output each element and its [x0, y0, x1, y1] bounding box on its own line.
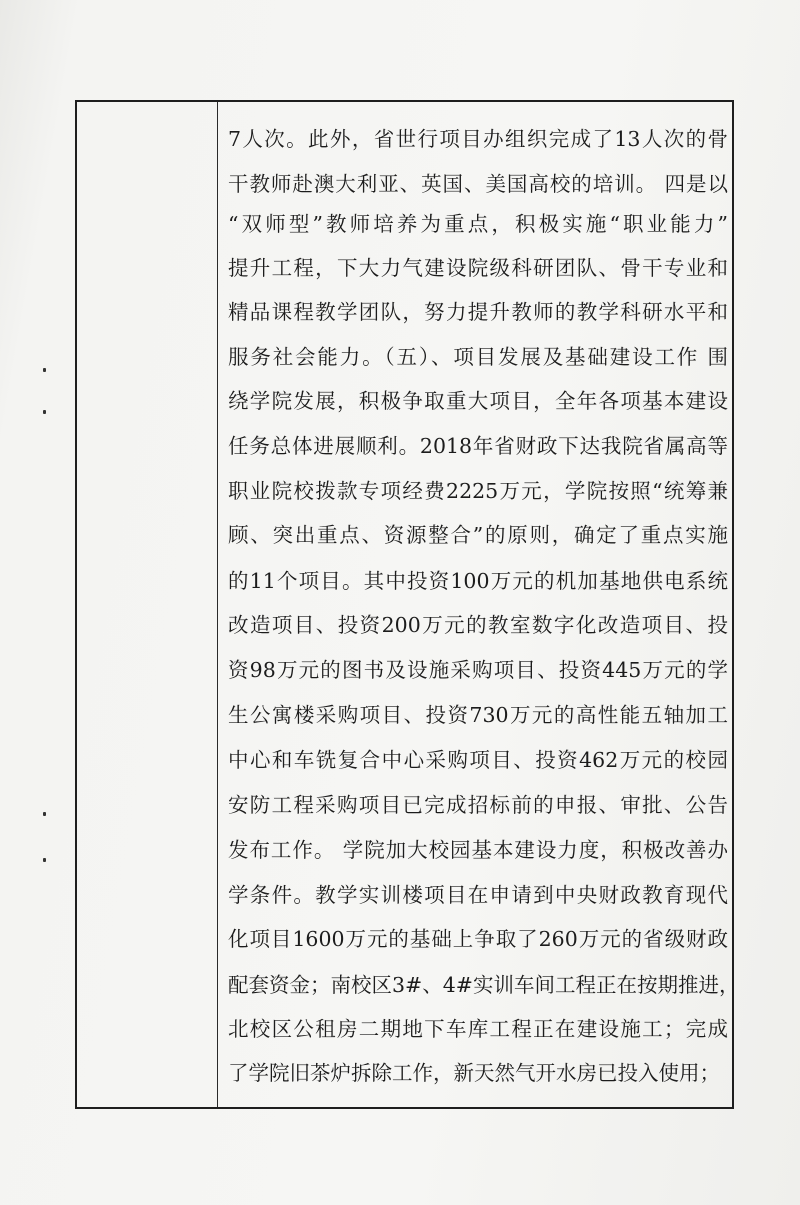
text-line: 改造项目、投资200万元的教室数字化改造项目、投	[228, 613, 728, 637]
margin-mark	[43, 812, 46, 816]
text-line: 顾、突出重点、资源整合”的原则，确定了重点实施	[228, 523, 728, 547]
text-line: 生公寓楼采购项目、投资730万元的高性能五轴加工	[228, 703, 728, 727]
text-line: 中心和车铣复合中心采购项目、投资462万元的校园	[228, 748, 728, 772]
text-line: 北校区公租房二期地下车库工程正在建设施工；完成	[228, 1017, 728, 1041]
document-table	[75, 100, 740, 1109]
text-line: 提升工程，下大力气建设院级科研团队、骨干专业和	[228, 256, 728, 280]
text-line: 配套资金；南校区3#、4#实训车间工程正在按期推进，	[228, 973, 740, 997]
margin-mark	[43, 368, 46, 372]
text-line: 的11个项目。其中投资100万元的机加基地供电系统	[228, 569, 728, 593]
text-line: 资98万元的图书及设施采购项目、投资445万元的学	[228, 658, 728, 682]
text-line: 化项目1600万元的基础上争取了260万元的省级财政	[228, 927, 728, 951]
table-content-cell	[218, 102, 740, 1107]
text-line: 精品课程教学团队，努力提升教师的教学科研水平和	[228, 300, 728, 324]
text-line: 安防工程采购项目已完成招标前的申报、审批、公告	[228, 793, 728, 817]
text-line: 职业院校拨款专项经费2225万元，学院按照“统筹兼	[228, 479, 728, 503]
table-left-cell	[77, 102, 218, 1107]
text-line: 服务社会能力。（五）、项目发展及基础建设工作 围	[228, 345, 728, 369]
margin-mark	[43, 410, 46, 414]
text-line: 发布工作。 学院加大校园基本建设力度，积极改善办	[228, 838, 728, 862]
text-line: 任务总体进展顺利。2018年省财政下达我院省属高等	[228, 434, 728, 458]
text-line: 了学院旧茶炉拆除工作，新天然气开水房已投入使用；	[228, 1061, 720, 1085]
text-line: 学条件。教学实训楼项目在申请到中央财政教育现代	[228, 883, 728, 907]
text-line: “双师型”教师培养为重点，积极实施“职业能力”	[228, 212, 728, 236]
margin-mark	[43, 858, 46, 862]
text-line: 干教师赴澳大利亚、英国、美国高校的培训。 四是以	[228, 172, 728, 196]
text-line: 7人次。此外，省世行项目办组织完成了13人次的骨	[228, 127, 728, 151]
text-line: 绕学院发展，积极争取重大项目，全年各项基本建设	[228, 389, 728, 413]
